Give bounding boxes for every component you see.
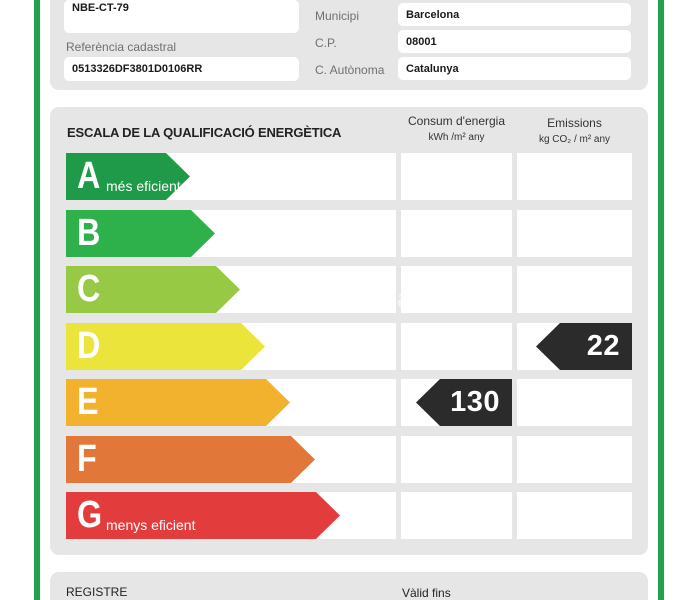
reference-field: NBE-CT-79 bbox=[64, 0, 299, 33]
energy-header-label: Consum d'energia bbox=[407, 114, 505, 128]
emissions-cell-c bbox=[517, 266, 632, 313]
rating-letter-b: B bbox=[77, 211, 101, 254]
property-info-panel bbox=[50, 0, 648, 90]
region-label: C. Autònoma bbox=[315, 63, 385, 77]
emissions-cell-f bbox=[517, 436, 632, 483]
emissions-column-header bbox=[517, 116, 632, 145]
energy-unit-label: kWh /m² any bbox=[428, 132, 485, 143]
postcode-label: C.P. bbox=[315, 36, 337, 50]
municipality-field: Barcelona bbox=[398, 3, 631, 26]
energy-cell-a bbox=[401, 153, 512, 200]
certificate-frame-right bbox=[658, 0, 664, 600]
energy-scale-panel bbox=[50, 107, 648, 555]
energy-column-header bbox=[401, 114, 512, 143]
rating-arrow-e bbox=[66, 379, 290, 426]
rating-arrow-g bbox=[66, 492, 340, 539]
region-field: Catalunya bbox=[398, 57, 631, 80]
rating-arrow-shape-e bbox=[66, 379, 290, 426]
energy-cell-g bbox=[401, 492, 512, 539]
rating-arrow-b bbox=[66, 210, 215, 257]
rating-letter-a: A bbox=[77, 155, 101, 197]
energy-cell-c bbox=[401, 266, 512, 313]
energy-cell-b bbox=[401, 210, 512, 257]
emissions-header-label: Emissions bbox=[547, 116, 602, 130]
rating-caption-a: més eficient bbox=[106, 178, 181, 194]
scale-title: ESCALA DE LA QUALIFICACIÓ ENERGÈTICA bbox=[67, 125, 342, 140]
valid-until-label: Vàlid fins bbox=[402, 586, 451, 600]
emissions-marker bbox=[536, 323, 632, 370]
cadastral-field: 0513326DF3801D0106RR bbox=[64, 57, 299, 81]
energy-marker-value: 130 bbox=[450, 386, 500, 418]
postcode-field: 08001 bbox=[398, 30, 631, 53]
watermark-logo: habitaclia bbox=[283, 283, 413, 313]
rating-arrow-c bbox=[66, 266, 240, 313]
rating-letter-g: G bbox=[77, 494, 103, 536]
emissions-unit-label: kg CO₂ / m² any bbox=[538, 134, 611, 145]
energy-cell-f bbox=[401, 436, 512, 483]
emissions-cell-b bbox=[517, 210, 632, 257]
rating-letter-f: F bbox=[77, 437, 97, 480]
municipality-label: Municipi bbox=[315, 9, 360, 23]
rating-arrow-f bbox=[66, 436, 315, 483]
emissions-cell-a bbox=[517, 153, 632, 200]
rating-arrow-d bbox=[66, 323, 265, 370]
rating-letter-c: C bbox=[77, 268, 101, 310]
registry-label: REGISTRE bbox=[66, 585, 128, 599]
rating-arrow-shape-f bbox=[66, 436, 315, 483]
certificate-frame-left bbox=[34, 0, 40, 600]
emissions-cell-e bbox=[517, 379, 632, 426]
cadastral-label: Referència cadastral bbox=[66, 40, 177, 54]
energy-marker bbox=[416, 379, 512, 426]
rating-letter-e: E bbox=[77, 381, 99, 423]
registry-panel bbox=[50, 572, 648, 600]
rating-arrow-a bbox=[66, 153, 190, 200]
rating-caption-g: menys eficient bbox=[106, 517, 196, 533]
energy-cell-d bbox=[401, 323, 512, 370]
rating-letter-d: D bbox=[77, 324, 101, 367]
emissions-cell-g bbox=[517, 492, 632, 539]
emissions-marker-value: 22 bbox=[586, 329, 620, 362]
